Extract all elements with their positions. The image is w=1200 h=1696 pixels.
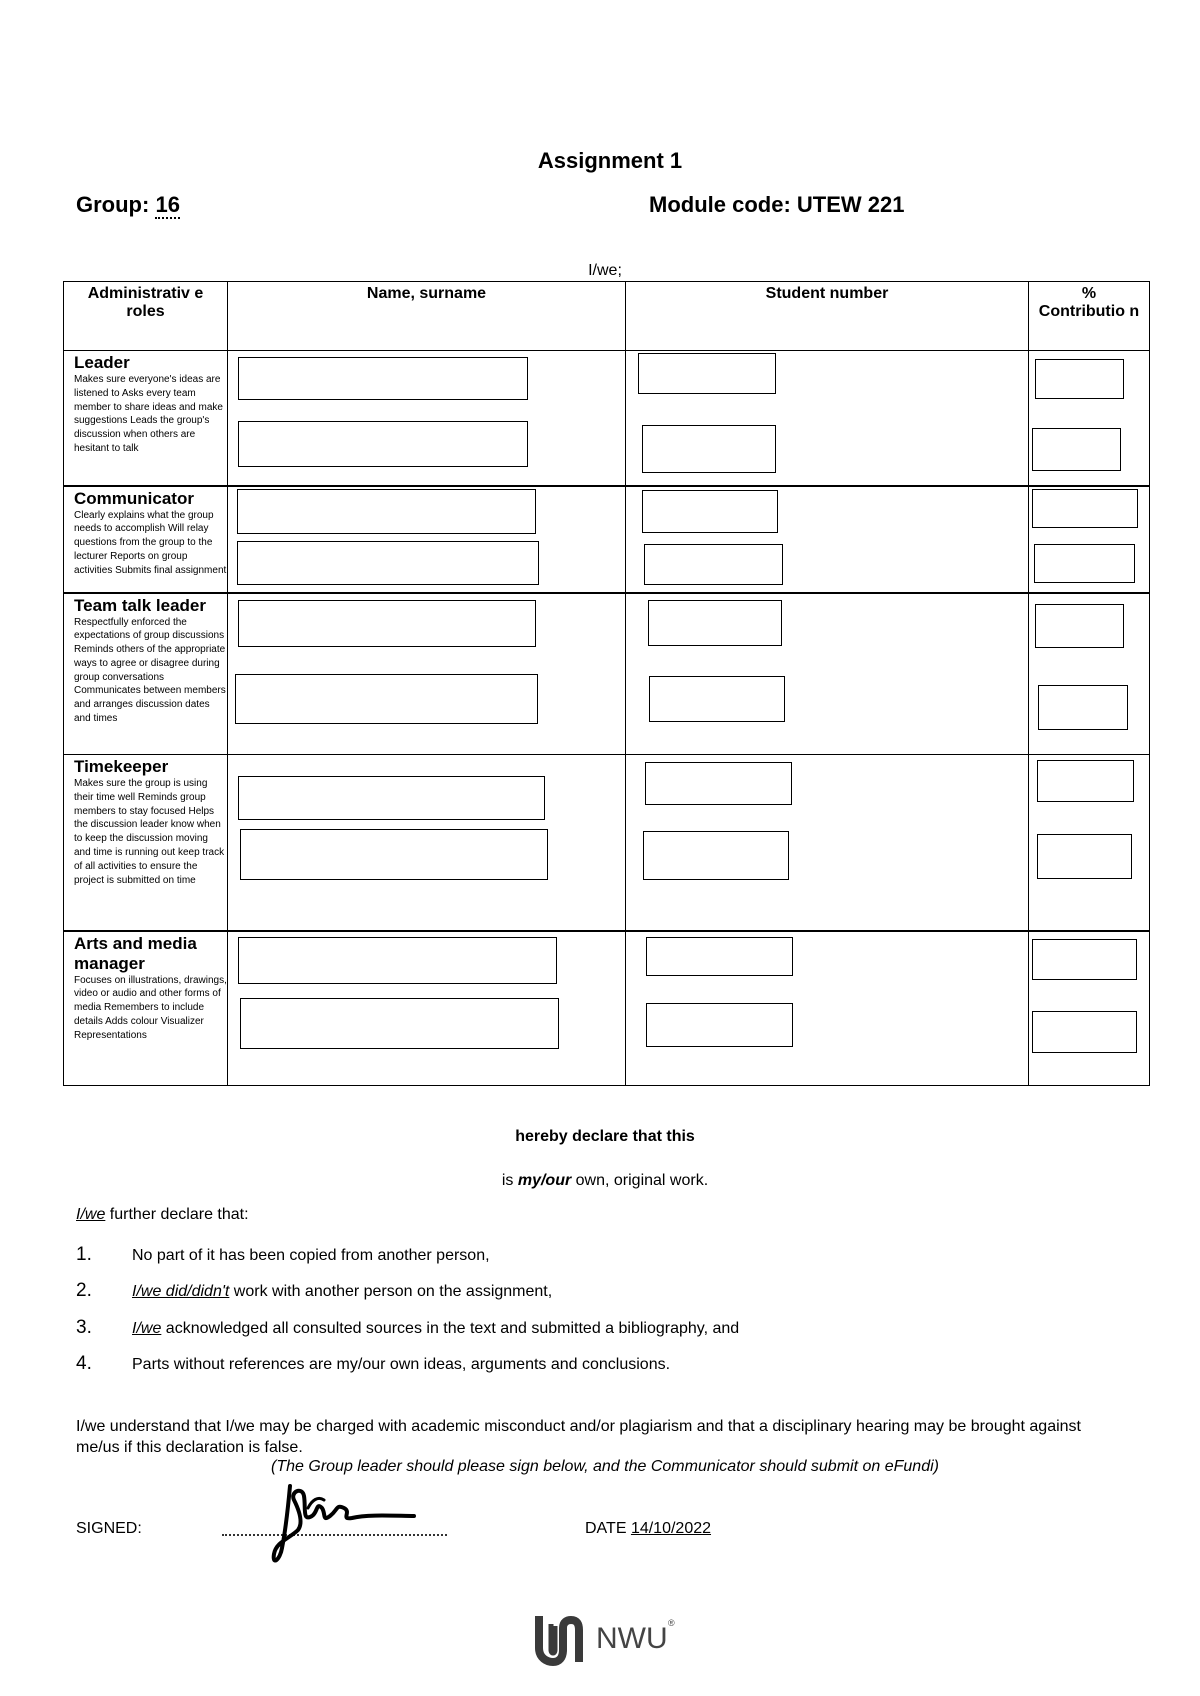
header-name: Name, surname	[228, 282, 626, 351]
contribution-input[interactable]	[1035, 359, 1124, 399]
role-cell	[64, 593, 228, 755]
student-number-input[interactable]	[646, 937, 793, 976]
name-input[interactable]	[238, 421, 528, 467]
name-input[interactable]	[238, 776, 545, 820]
name-input[interactable]	[238, 357, 528, 400]
name-input[interactable]	[238, 600, 536, 647]
contribution-input[interactable]	[1037, 760, 1134, 802]
student-number-input[interactable]	[638, 353, 776, 394]
role-description: Respectfully enforced the expectations of group discussions Reminds others of the appropriate ways to agree or disagree during group conversations Communicates between members and arranges discussion dates and times	[74, 616, 226, 725]
name-input[interactable]	[237, 489, 536, 534]
role-name: Arts and media manager	[74, 933, 197, 973]
contribution-input[interactable]	[1034, 544, 1135, 583]
role-cell	[64, 486, 228, 593]
role-name: Team talk leader	[74, 595, 206, 615]
contribution-input[interactable]	[1032, 489, 1138, 528]
table-row	[64, 486, 1150, 593]
list-item: 3. I/we acknowledged all consulted sources in the text and submitted a bibliography, and	[76, 1317, 740, 1338]
student-number-input[interactable]	[646, 1003, 793, 1047]
student-number-input[interactable]	[642, 490, 778, 533]
module-code: Module code: UTEW 221	[649, 192, 905, 217]
declaration-heading: hereby declare that this	[515, 1128, 695, 1145]
role-name: Leader	[74, 353, 130, 372]
iwe-label: I/we;	[588, 262, 622, 279]
role-cell	[64, 755, 228, 931]
group-label: Group: 16	[76, 192, 180, 217]
contribution-input[interactable]	[1032, 939, 1137, 980]
student-number-input[interactable]	[644, 544, 783, 585]
student-number-input[interactable]	[648, 600, 782, 646]
registered-mark: ®	[668, 1618, 675, 1628]
name-input[interactable]	[238, 937, 557, 984]
role-cell	[64, 931, 228, 1086]
name-input[interactable]	[240, 829, 548, 880]
table-row	[64, 755, 1150, 931]
roles-table	[63, 281, 1150, 1086]
submission-note: (The Group leader should please sign below, and the Communicator should submit on eFundi)	[271, 1458, 939, 1475]
table-row	[64, 593, 1150, 755]
role-description: Clearly explains what the group needs to accomplish Will relay questions from the group to the lecturer Reports on group activities Submits final assignment	[74, 509, 227, 576]
contribution-input[interactable]	[1037, 834, 1132, 879]
student-number-input[interactable]	[643, 831, 789, 880]
handwritten-signature	[268, 1478, 428, 1568]
signed-label: SIGNED:	[76, 1520, 142, 1537]
list-item: 4. Parts without references are my/our own ideas, arguments and conclusions.	[76, 1353, 671, 1374]
student-number-input[interactable]	[645, 762, 792, 805]
date-value: 14/10/2022	[630, 1520, 712, 1537]
role-description: Focuses on illustrations, drawings, video or audio and other forms of media Remembers to include details Adds colour Visualizer Representations	[74, 974, 227, 1041]
role-description: Makes sure everyone's ideas are listened to Asks every team member to share ideas and make suggestions Leads the group's discussion when others are hesitant to talk	[74, 374, 223, 454]
table-header-row	[64, 282, 1150, 351]
contribution-input[interactable]	[1038, 685, 1128, 730]
role-cell	[64, 351, 228, 486]
table-row	[64, 351, 1150, 486]
name-input[interactable]	[237, 541, 539, 585]
role-name: Timekeeper	[74, 757, 169, 776]
role-description: Makes sure the group is using their time well Reminds group members to stay focused Helps the discussion leader know when to keep the discussion moving and time is running out keep track of all activities to ensure the project is submitted on time	[74, 778, 225, 886]
name-input[interactable]	[240, 998, 559, 1049]
contribution-input[interactable]	[1032, 428, 1121, 471]
list-item: 1. No part of it has been copied from another person,	[76, 1244, 490, 1265]
header-student-number: Student number	[626, 282, 1029, 351]
student-number-input[interactable]	[642, 425, 776, 473]
list-item: 2. I/we did/didn't work with another person on the assignment,	[76, 1280, 553, 1301]
document-title: Assignment 1	[537, 148, 683, 173]
nwu-logo-icon	[533, 1610, 593, 1666]
date-field: DATE 14/10/2022	[585, 1520, 712, 1537]
name-input[interactable]	[235, 674, 538, 724]
original-work-line: is my/our own, original work.	[501, 1172, 709, 1189]
nwu-logo-text: NWU	[596, 1622, 668, 1655]
contribution-input[interactable]	[1035, 604, 1124, 648]
header-contribution: % Contributio n	[1029, 282, 1150, 351]
contribution-input[interactable]	[1032, 1011, 1137, 1053]
table-row	[64, 931, 1150, 1086]
further-declare: I/we further declare that:	[76, 1206, 249, 1223]
student-number-input[interactable]	[649, 676, 785, 722]
header-roles: Administrativ e roles	[64, 282, 228, 351]
group-number: 16	[155, 192, 180, 217]
role-name: Communicator	[74, 488, 194, 508]
misconduct-statement: I/we understand that I/we may be charged with academic misconduct and/or plagiarism and that a disciplinary hearing may be brought against me/us if this declaration is false.	[76, 1418, 1081, 1456]
